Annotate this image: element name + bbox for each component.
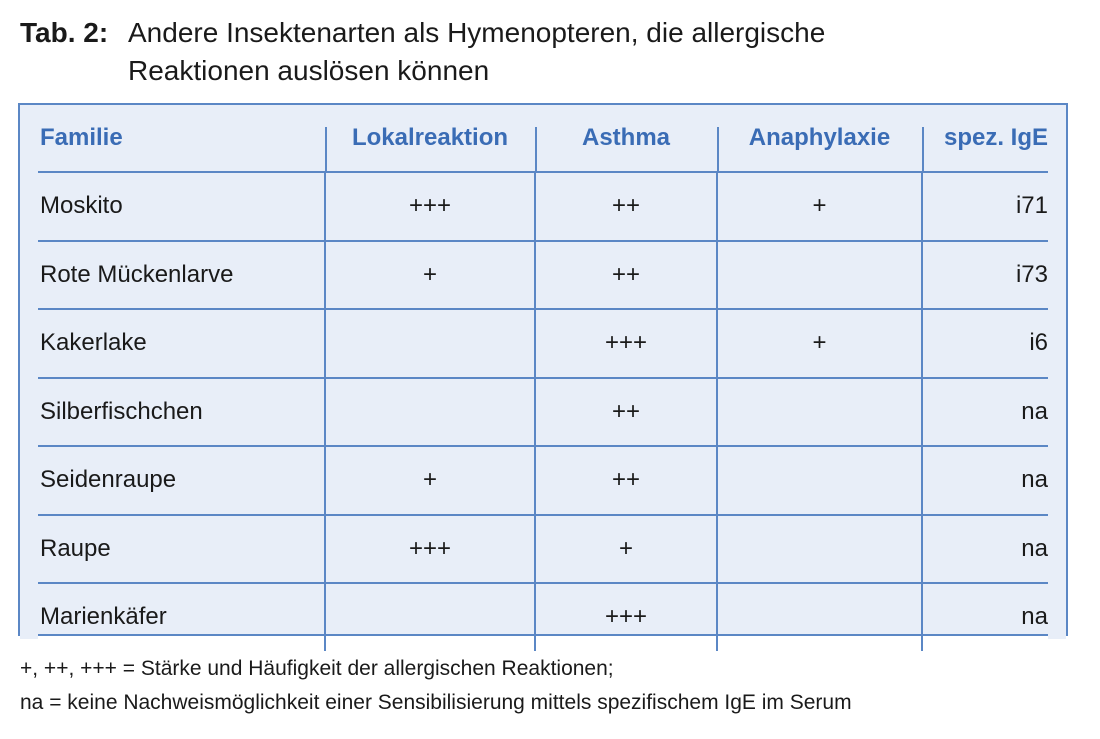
cell-spez-ige: i6 bbox=[922, 309, 1066, 378]
cell-spez-ige: i71 bbox=[922, 172, 1066, 241]
cell-anaphylaxie bbox=[717, 241, 922, 310]
cell-asthma: + bbox=[535, 515, 717, 584]
column-header-asthma: Asthma bbox=[535, 105, 717, 172]
frame-inset-left bbox=[20, 169, 38, 639]
cell-familie: Moskito bbox=[20, 172, 325, 241]
cell-anaphylaxie bbox=[717, 378, 922, 447]
cell-familie: Raupe bbox=[20, 515, 325, 584]
table-row bbox=[20, 446, 1066, 515]
cell-anaphylaxie bbox=[717, 583, 922, 651]
cell-asthma: +++ bbox=[535, 583, 717, 651]
cell-asthma: ++ bbox=[535, 172, 717, 241]
insect-allergy-table bbox=[20, 105, 1066, 651]
table-footnotes bbox=[20, 652, 852, 720]
cell-anaphylaxie bbox=[717, 515, 922, 584]
frame-inset-right bbox=[1048, 169, 1066, 639]
cell-familie: Seidenraupe bbox=[20, 446, 325, 515]
cell-asthma: ++ bbox=[535, 241, 717, 310]
column-header-familie: Familie bbox=[20, 105, 325, 172]
cell-spez-ige: na bbox=[922, 515, 1066, 584]
insect-table-frame bbox=[18, 103, 1068, 636]
cell-familie: Rote Mückenlarve bbox=[20, 241, 325, 310]
cell-asthma: ++ bbox=[535, 378, 717, 447]
cell-familie: Marienkäfer bbox=[40, 603, 167, 631]
cell-lokalreaktion bbox=[325, 378, 535, 447]
caption-line-1: Andere Insektenarten als Hymenopteren, die allergische bbox=[128, 17, 826, 48]
cell-spez-ige: na bbox=[922, 378, 1066, 447]
cell-lokalreaktion: +++ bbox=[325, 515, 535, 584]
table-row bbox=[20, 515, 1066, 584]
cell-lokalreaktion bbox=[325, 309, 535, 378]
cell-anaphylaxie: + bbox=[717, 309, 922, 378]
footnote-legend: +, ++, +++ = Stärke und Häufigkeit der allergischen Reaktionen; bbox=[20, 657, 614, 680]
cell-asthma: ++ bbox=[535, 446, 717, 515]
cell-lokalreaktion: +++ bbox=[325, 172, 535, 241]
cell-spez-ige: i73 bbox=[922, 241, 1066, 310]
column-header-lokalreaktion: Lokalreaktion bbox=[325, 105, 535, 172]
cell-lokalreaktion: + bbox=[325, 241, 535, 310]
cell-asthma: +++ bbox=[535, 309, 717, 378]
cell-spez-ige: na bbox=[922, 583, 1066, 651]
table-caption bbox=[20, 14, 825, 90]
column-header-spez-ige: spez. IgE bbox=[922, 105, 1066, 172]
column-header-anaphylaxie: Anaphylaxie bbox=[717, 105, 922, 172]
cell-lokalreaktion: + bbox=[325, 446, 535, 515]
cell-anaphylaxie: + bbox=[717, 172, 922, 241]
footnote-na: na = keine Nachweismöglichkeit einer Sensibilisierung mittels spezifischem IgE im Serum bbox=[20, 691, 852, 714]
table-row bbox=[20, 172, 1066, 241]
caption-label: Tab. 2: bbox=[20, 17, 109, 48]
cell-lokalreaktion bbox=[325, 583, 535, 651]
cell-anaphylaxie bbox=[717, 446, 922, 515]
cell-familie: Silberfischchen bbox=[20, 378, 325, 447]
table-header-row bbox=[20, 105, 1066, 172]
table-row bbox=[20, 309, 1066, 378]
table-row bbox=[20, 378, 1066, 447]
caption-line-2: Reaktionen auslösen können bbox=[128, 55, 490, 86]
cell-spez-ige: na bbox=[922, 446, 1066, 515]
cell-familie: Kakerlake bbox=[20, 309, 325, 378]
table-row bbox=[20, 583, 1066, 651]
table-row bbox=[20, 241, 1066, 310]
